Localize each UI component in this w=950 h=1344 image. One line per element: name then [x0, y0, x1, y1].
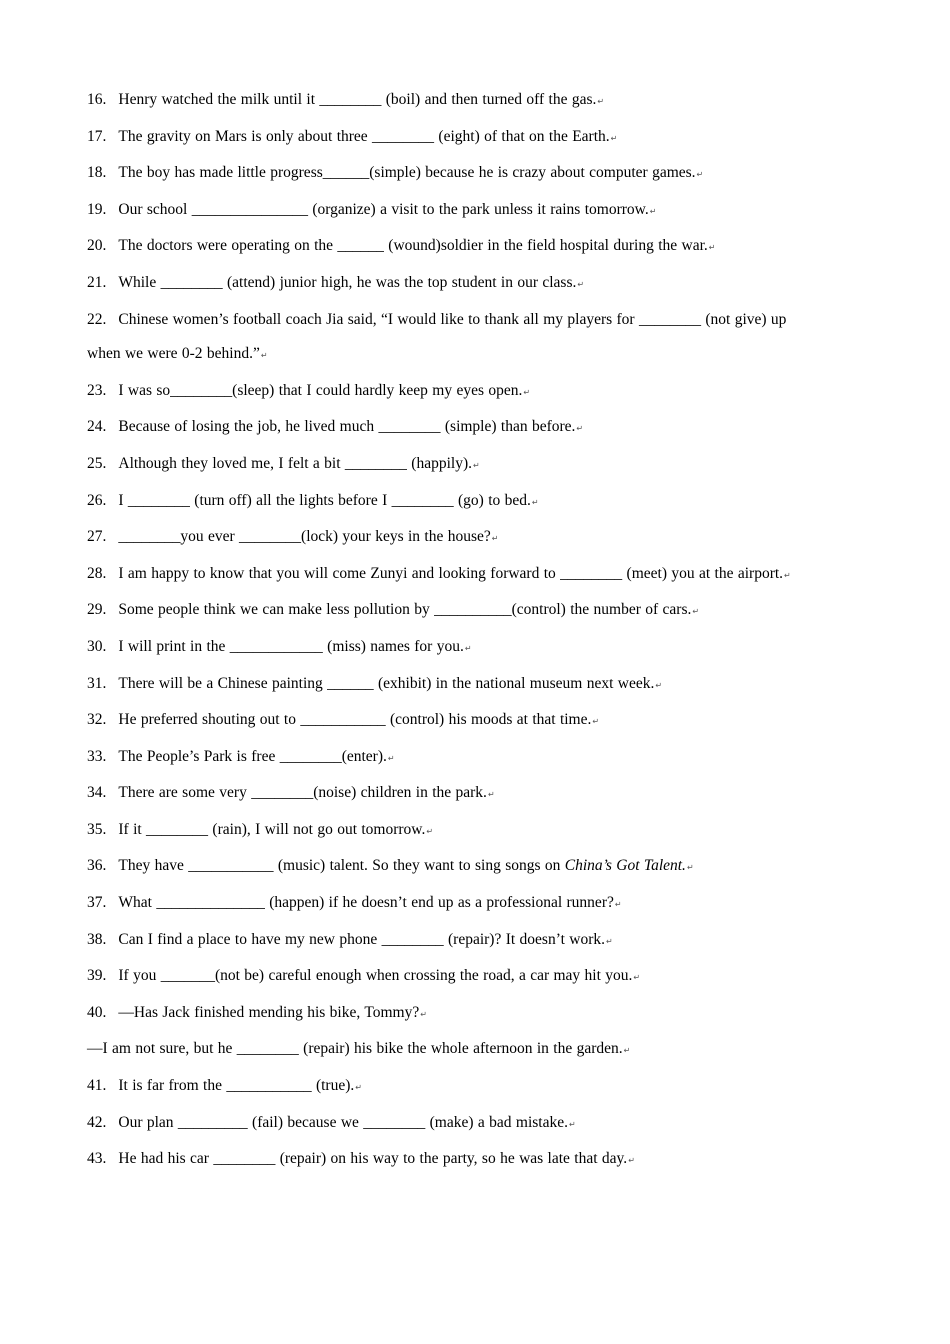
item-text: I am happy to know that you will come Zunyi and looking forward to ________ (meet) you at the airport.	[118, 564, 784, 582]
item-text: There are some very ________(noise) children in the park.	[118, 784, 487, 802]
item-text: Can I find a place to have my new phone ________ (repair)? It doesn’t work.	[118, 930, 606, 948]
paragraph-mark-icon: ↵	[597, 97, 605, 106]
item-number: 19.	[87, 200, 107, 218]
worksheet-item	[87, 303, 887, 374]
worksheet-item	[87, 193, 887, 230]
worksheet-item	[87, 740, 887, 777]
item-text: There will be a Chinese painting ______ (exhibit) in the national museum next week.	[118, 674, 655, 692]
item-number: 23.	[87, 381, 107, 399]
item-text: Although they loved me, I felt a bit ________ (happily).	[118, 454, 472, 472]
item-number: 25.	[87, 454, 107, 472]
paragraph-mark-icon: ↵	[487, 790, 495, 800]
item-number: 43.	[87, 1150, 107, 1168]
paragraph-mark-icon: ↵	[592, 717, 600, 727]
item-text: He preferred shouting out to ___________ (control) his moods at that time.	[118, 711, 592, 729]
worksheet-item	[87, 374, 887, 411]
item-text: What ______________ (happen) if he doesn’t end up as a professional runner?	[118, 894, 614, 912]
worksheet-item	[87, 667, 887, 704]
worksheet-item	[87, 1106, 887, 1143]
worksheet-item	[87, 447, 887, 484]
item-text: The doctors were operating on the ______ (wound)soldier in the field hospital during the war.	[118, 237, 708, 255]
item-text: The People’s Park is free ________(enter).	[118, 747, 387, 765]
item-text: ________you ever ________(lock) your keys in the house?	[118, 528, 491, 546]
paragraph-mark-icon: ↵	[523, 387, 531, 397]
worksheet-item	[87, 410, 887, 447]
worksheet-item	[87, 484, 887, 521]
item-number: 24.	[87, 418, 107, 436]
worksheet-item	[87, 1069, 887, 1106]
item-number: 42.	[87, 1113, 107, 1131]
item-text: I was so________(sleep) that I could hardly keep my eyes open.	[118, 381, 523, 399]
paragraph-mark-icon: ↵	[260, 351, 268, 361]
item-number: 18.	[87, 164, 107, 182]
paragraph-mark-icon: ↵	[491, 534, 499, 544]
item-text-italic: China’s Got Talent.	[564, 857, 686, 875]
worksheet-item	[87, 996, 887, 1033]
item-text: Some people think we can make less pollution by __________(control) the number of cars.	[118, 601, 692, 619]
paragraph-mark-icon: ↵	[655, 680, 663, 690]
worksheet-item	[87, 886, 887, 923]
item-text: While ________ (attend) junior high, he was the top student in our class.	[118, 273, 577, 291]
paragraph-mark-icon: ↵	[696, 170, 704, 180]
worksheet-item	[87, 520, 887, 557]
item-number: 31.	[87, 674, 107, 692]
item-text: when we were 0-2 behind.”	[87, 345, 260, 363]
worksheet-item	[87, 1142, 887, 1179]
item-text: He had his car ________ (repair) on his way to the party, so he was late that day.	[118, 1150, 628, 1168]
paragraph-mark-icon: ↵	[426, 826, 434, 836]
paragraph-mark-icon: ↵	[628, 1156, 635, 1166]
paragraph-mark-icon: ↵	[623, 1046, 631, 1056]
item-number: 20.	[87, 237, 107, 255]
paragraph-mark-icon: ↵	[473, 460, 480, 470]
worksheet-item	[87, 266, 887, 303]
worksheet-item	[87, 557, 887, 594]
item-text: Chinese women’s football coach Jia said, “I would like to thank all my players for ________ (not give) up	[118, 310, 787, 328]
worksheet-item	[87, 120, 887, 157]
paragraph-mark-icon: ↵	[576, 424, 584, 434]
item-number: 16.	[87, 91, 107, 108]
item-number: 37.	[87, 894, 107, 912]
worksheet-item	[87, 959, 887, 996]
item-text: —I am not sure, but he ________ (repair) his bike the whole afternoon in the garden.	[87, 1040, 623, 1058]
item-number: 40.	[87, 1003, 107, 1021]
item-number: 17.	[87, 127, 107, 145]
paragraph-mark-icon: ↵	[784, 570, 791, 580]
worksheet-item	[87, 776, 887, 813]
item-text: The boy has made little progress______(simple) because he is crazy about computer games.	[118, 164, 696, 182]
worksheet-item	[87, 156, 887, 193]
item-number: 36.	[87, 857, 107, 875]
item-text: —Has Jack finished mending his bike, Tommy?	[118, 1003, 420, 1021]
item-text: It is far from the ___________ (true).	[118, 1077, 355, 1095]
worksheet-item	[87, 703, 887, 740]
item-number: 21.	[87, 273, 107, 291]
item-text: They have ___________ (music) talent. So they want to sing songs on	[118, 857, 565, 875]
item-number: 26.	[87, 491, 107, 509]
item-text: The gravity on Mars is only about three ________ (eight) of that on the Earth.	[118, 127, 610, 145]
item-number: 28.	[87, 564, 107, 582]
worksheet-item	[87, 813, 887, 850]
worksheet-item	[87, 593, 887, 630]
worksheet-item	[87, 83, 887, 120]
item-number: 30.	[87, 637, 107, 655]
item-text: If you _______(not be) careful enough when crossing the road, a car may hit you.	[118, 967, 633, 985]
worksheet	[87, 83, 887, 1179]
paragraph-mark-icon: ↵	[686, 863, 694, 873]
paragraph-mark-icon: ↵	[606, 936, 613, 946]
paragraph-mark-icon: ↵	[531, 497, 539, 507]
item-text: Our plan _________ (fail) because we ________ (make) a bad mistake.	[118, 1113, 569, 1131]
worksheet-item	[87, 1032, 887, 1069]
paragraph-mark-icon: ↵	[464, 643, 472, 653]
item-number: 35.	[87, 820, 107, 838]
item-number: 22.	[87, 310, 107, 328]
item-number: 34.	[87, 784, 107, 802]
paragraph-mark-icon: ↵	[614, 900, 622, 910]
item-number: 32.	[87, 711, 107, 729]
worksheet-item	[87, 923, 887, 960]
worksheet-item	[87, 229, 887, 266]
item-text: If it ________ (rain), I will not go out tomorrow.	[118, 820, 426, 838]
paragraph-mark-icon: ↵	[420, 1009, 427, 1019]
item-text: I will print in the ____________ (miss) names for you.	[118, 637, 464, 655]
paragraph-mark-icon: ↵	[649, 206, 657, 216]
item-text: Henry watched the milk until it ________ (boil) and then turned off the gas.	[118, 91, 597, 108]
item-text: Because of losing the job, he lived much ________ (simple) than before.	[118, 418, 576, 436]
item-number: 33.	[87, 747, 107, 765]
worksheet-item	[87, 849, 887, 886]
worksheet-item	[87, 630, 887, 667]
paragraph-mark-icon: ↵	[569, 1119, 576, 1129]
paragraph-mark-icon: ↵	[692, 607, 700, 617]
paragraph-mark-icon: ↵	[355, 1083, 362, 1093]
item-text: Our school _______________ (organize) a visit to the park unless it rains tomorrow.	[118, 200, 649, 218]
item-number: 29.	[87, 601, 107, 619]
paragraph-mark-icon: ↵	[577, 279, 585, 289]
paragraph-mark-icon: ↵	[610, 133, 618, 143]
item-number: 27.	[87, 528, 107, 546]
item-number: 41.	[87, 1077, 107, 1095]
paragraph-mark-icon: ↵	[633, 973, 641, 983]
paragraph-mark-icon: ↵	[387, 753, 395, 763]
item-number: 39.	[87, 967, 107, 985]
paragraph-mark-icon: ↵	[708, 243, 716, 253]
item-text: I ________ (turn off) all the lights before I ________ (go) to bed.	[118, 491, 531, 509]
item-number: 38.	[87, 930, 107, 948]
